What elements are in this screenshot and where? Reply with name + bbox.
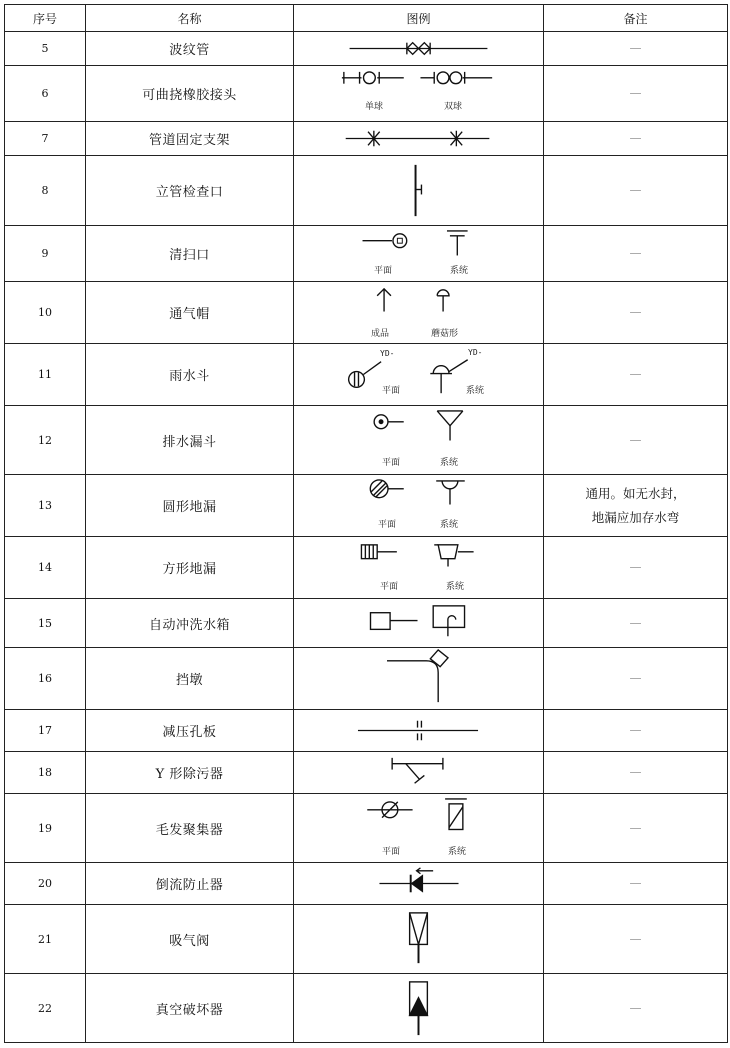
table-row [5,648,728,710]
drain-funnel-symbol [294,406,544,475]
row-note: — [544,710,728,752]
header-note: 备注 [544,5,728,32]
backflow-preventer-symbol [294,863,544,905]
row-number: 17 [5,710,86,752]
hair-trap-symbol [294,794,544,863]
row-note: — [544,66,728,122]
table-row [5,344,728,406]
inspection-port-symbol [294,156,544,226]
row-note: — [544,32,728,66]
row-name: Y 形除污器 [86,752,294,794]
label-mushroom: 蘑菇形 [431,329,459,339]
vent-cap-symbol [294,282,544,344]
row-number: 18 [5,752,86,794]
square-floor-drain-symbol [294,537,544,599]
label-plan: 平面 [380,582,399,592]
label-finished: 成品 [371,329,390,339]
table-row [5,226,728,282]
y-strainer-symbol [294,752,544,794]
table-row [5,863,728,905]
row-note: — [544,226,728,282]
thrust-block-symbol [294,648,544,710]
bellows-symbol [294,32,544,66]
row-name: 吸气阀 [86,905,294,974]
table-row [5,974,728,1043]
table-row [5,752,728,794]
table-row [5,66,728,122]
row-number: 11 [5,344,86,406]
label-plan: 平面 [378,520,397,530]
row-note: — [544,794,728,863]
row-name: 排水漏斗 [86,406,294,475]
label-double-ball: 双球 [444,102,463,112]
flush-tank-symbol [294,599,544,648]
row-name: 可曲挠橡胶接头 [86,66,294,122]
table-row [5,406,728,475]
row-note: — [544,122,728,156]
rain-hopper-symbol [294,344,544,406]
round-floor-drain-symbol [294,475,544,537]
table-row [5,282,728,344]
row-number: 8 [5,156,86,226]
note-line: 地漏应加存水弯 [591,509,680,525]
row-note: — [544,344,728,406]
row-number: 16 [5,648,86,710]
header-name: 名称 [86,5,294,32]
label-yd: YD- [468,348,483,357]
row-name: 清扫口 [86,226,294,282]
table-row [5,32,728,66]
rubber-joint-symbol [294,66,544,122]
row-note [544,475,728,537]
fixed-support-symbol [294,122,544,156]
label-system: 系统 [450,266,469,276]
row-note: — [544,156,728,226]
table-row [5,599,728,648]
header-figure: 图例 [294,5,544,32]
table-row [5,122,728,156]
label-system: 系统 [446,582,465,592]
row-number: 19 [5,794,86,863]
row-name: 波纹管 [86,32,294,66]
row-name: 挡墩 [86,648,294,710]
row-name: 倒流防止器 [86,863,294,905]
row-number: 12 [5,406,86,475]
row-name: 真空破坏器 [86,974,294,1043]
row-note: — [544,648,728,710]
row-note: — [544,905,728,974]
table-row [5,794,728,863]
row-name: 圆形地漏 [86,475,294,537]
header-number: 序号 [5,5,86,32]
label-plan: 平面 [382,386,401,396]
row-note: — [544,863,728,905]
orifice-plate-symbol [294,710,544,752]
label-system: 系统 [466,386,485,396]
label-system: 系统 [440,458,459,468]
row-name: 立管检查口 [86,156,294,226]
label-system: 系统 [440,520,459,530]
row-number: 21 [5,905,86,974]
row-number: 15 [5,599,86,648]
row-note: — [544,537,728,599]
row-name: 通气帽 [86,282,294,344]
row-number: 20 [5,863,86,905]
vacuum-breaker-symbol [294,974,544,1043]
row-number: 9 [5,226,86,282]
header-row [5,5,728,32]
table-row [5,537,728,599]
table-row [5,156,728,226]
row-number: 6 [5,66,86,122]
row-number: 5 [5,32,86,66]
label-plan: 平面 [382,458,401,468]
row-name: 雨水斗 [86,344,294,406]
air-admittance-valve-symbol [294,905,544,974]
row-note: — [544,599,728,648]
row-number: 10 [5,282,86,344]
row-name: 方形地漏 [86,537,294,599]
label-yd: YD- [380,349,395,358]
cleanout-symbol [294,226,544,282]
row-number: 13 [5,475,86,537]
row-name: 自动冲洗水箱 [86,599,294,648]
label-plan: 平面 [374,266,393,276]
note-line: 通用。如无水封， [585,485,686,501]
row-name: 管道固定支架 [86,122,294,156]
table-row [5,905,728,974]
row-note: — [544,282,728,344]
row-number: 7 [5,122,86,156]
row-name: 减压孔板 [86,710,294,752]
row-number: 14 [5,537,86,599]
label-single-ball: 单球 [365,102,384,112]
label-system: 系统 [448,847,467,857]
symbol-legend-table [4,4,728,1043]
table-row [5,710,728,752]
row-note: — [544,974,728,1043]
row-number: 22 [5,974,86,1043]
row-note: — [544,406,728,475]
table-row [5,475,728,537]
row-note: — [544,752,728,794]
row-name: 毛发聚集器 [86,794,294,863]
label-plan: 平面 [382,847,401,857]
